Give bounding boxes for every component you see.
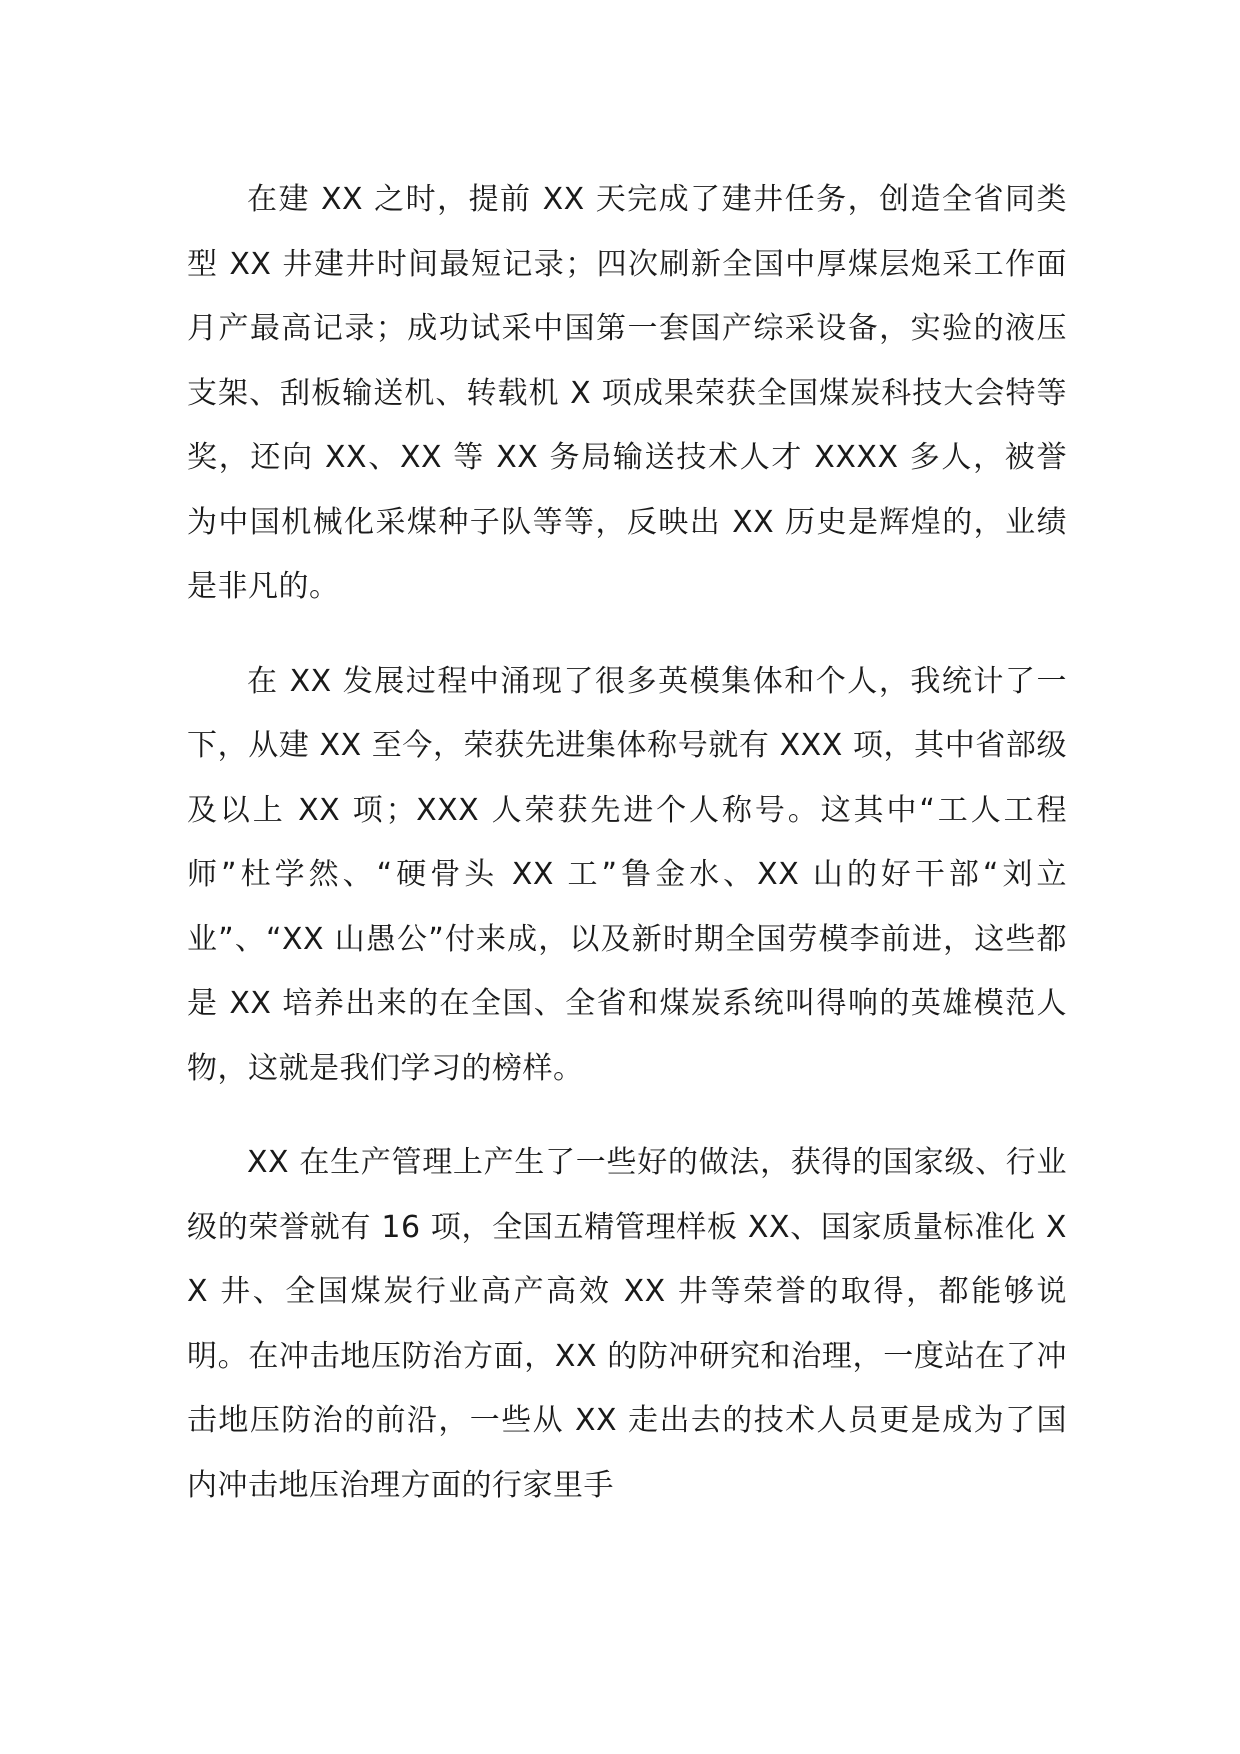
document-body (187, 168, 1067, 1548)
paragraph-achievements: 在建 XX 之时，提前 XX 天完成了建井任务，创造全省同类型 XX 井建井时间最短记录；四次刷新全国中厚煤层炮采工作面月产最高记录；成功试采中国第一套国产综采设备，实验的液压支架、刮板输送机、转载机 X 项成果荣获全国煤炭科技大会特等奖，还向 XX、XX 等 XX 务局输送技术人才 XXXX 多人，被誉为中国机械化采煤种子队等等，反映出 XX 历史是辉煌的，业绩是非凡的。 (187, 182, 1067, 604)
paragraph-model-workers: 在 XX 发展过程中涌现了很多英模集体和个人，我统计了一下，从建 XX 至今，荣获先进集体称号就有 XXX 项，其中省部级及以上 XX 项；XXX 人荣获先进个人称号。这其中“工人工程师”杜学然、“硬骨头 XX 工”鲁金水、XX 山的好干部“刘立业”、“XX 山愚公”付来成，以及新时期全国劳模李前进，这些都是 XX 培养出来的在全国、全省和煤炭系统叫得响的英雄模范人物，这就是我们学习的榜样。 (187, 663, 1067, 1086)
paragraph-production-management: XX 在生产管理上产生了一些好的做法，获得的国家级、行业级的荣誉就有 16 项，全国五精管理样板 XX、国家质量标准化 XX 井、全国煤炭行业高产高效 XX 井等荣誉的取得，都能够说明。在冲击地压防治方面，XX 的防冲研究和治理，一度站在了冲击地压防治的前沿，一些从 XX 走出去的技术人员更是成为了国内冲击地压治理方面的行家里手 (187, 1145, 1067, 1503)
